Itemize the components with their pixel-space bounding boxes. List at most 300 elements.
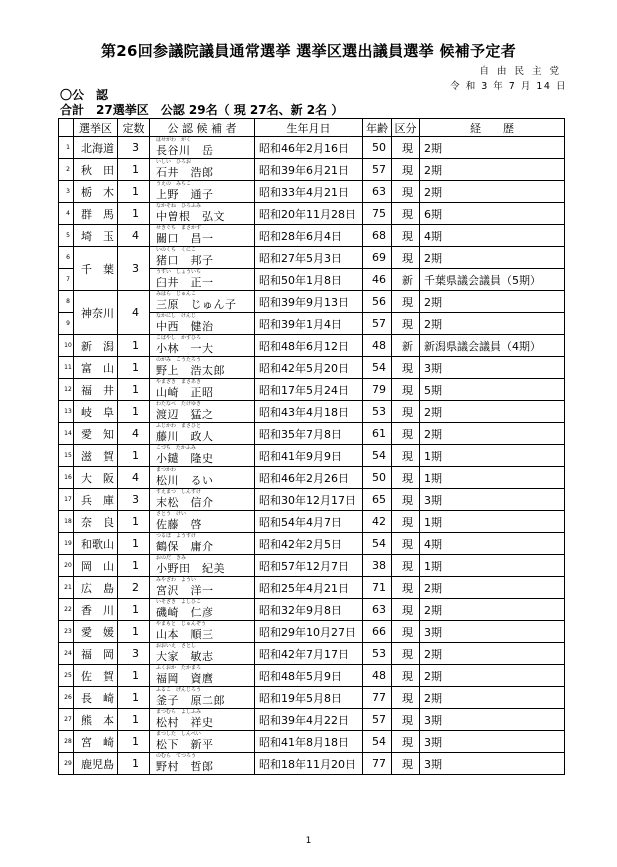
career-cell: 3期: [420, 753, 565, 775]
row-number: 27: [59, 709, 74, 731]
category-cell: 新: [392, 269, 420, 291]
candidate-furigana: いのくち くにこ: [156, 247, 197, 253]
candidate-furigana: なかそね ひろふみ: [156, 203, 202, 209]
birthdate-cell: 昭和41年9月9日: [255, 445, 363, 467]
prefecture-cell: 神奈川: [74, 291, 118, 335]
candidate-name: 小林 一大: [156, 342, 214, 355]
prefecture-cell: 愛 媛: [74, 621, 118, 643]
seats-cell: 1: [118, 203, 150, 225]
candidate-furigana: いしい ひろお: [156, 159, 192, 165]
prefecture-cell: 新 潟: [74, 335, 118, 357]
candidate-cell: [150, 687, 255, 709]
candidate-cell: [150, 511, 255, 533]
birthdate-cell: 昭和41年8月18日: [255, 731, 363, 753]
career-cell: 2期: [420, 159, 565, 181]
category-cell: 現: [392, 577, 420, 599]
table-row: [59, 753, 565, 775]
candidate-furigana: おのだ きみ: [156, 555, 187, 561]
seats-cell: 1: [118, 533, 150, 555]
candidate-furigana: うすい しょういち: [156, 269, 202, 275]
age-cell: 66: [363, 621, 392, 643]
table-row: [59, 665, 565, 687]
age-cell: 46: [363, 269, 392, 291]
birthdate-cell: 昭和29年10月27日: [255, 621, 363, 643]
candidate-furigana: はせがわ がく: [156, 137, 192, 143]
candidate-cell: [150, 709, 255, 731]
table-row: [59, 555, 565, 577]
age-cell: 54: [363, 731, 392, 753]
row-number: 10: [59, 335, 74, 357]
header-category: 区分: [392, 119, 420, 137]
age-cell: 57: [363, 313, 392, 335]
candidate-name: 猪口 邦子: [156, 254, 214, 267]
candidate-cell: [150, 181, 255, 203]
category-cell: 現: [392, 423, 420, 445]
table-row: [59, 291, 565, 313]
candidate-name: 野上 浩太郎: [156, 364, 225, 377]
category-cell: 現: [392, 621, 420, 643]
row-number: 28: [59, 731, 74, 753]
age-cell: 63: [363, 181, 392, 203]
category-cell: 新: [392, 335, 420, 357]
candidate-furigana: ふるこ げんじろう: [156, 687, 202, 693]
category-cell: 現: [392, 753, 420, 775]
row-number: 4: [59, 203, 74, 225]
age-cell: 56: [363, 291, 392, 313]
candidate-name: 中曽根 弘文: [156, 210, 225, 223]
birthdate-cell: 昭和43年4月18日: [255, 401, 363, 423]
prefecture-cell: 岐 阜: [74, 401, 118, 423]
candidate-furigana: さとう けい: [156, 511, 187, 517]
table-row: [59, 533, 565, 555]
row-number: 12: [59, 379, 74, 401]
row-number: 9: [59, 313, 74, 335]
header-seats: 定数: [118, 119, 150, 137]
candidate-cell: [150, 533, 255, 555]
category-cell: 現: [392, 401, 420, 423]
prefecture-cell: 熊 本: [74, 709, 118, 731]
header-no: [59, 119, 74, 137]
prefecture-cell: 富 山: [74, 357, 118, 379]
candidate-name: 宮沢 洋一: [156, 584, 214, 597]
row-number: 8: [59, 291, 74, 313]
seats-cell: 1: [118, 159, 150, 181]
candidate-cell: [150, 621, 255, 643]
candidate-name: 藤川 政人: [156, 430, 214, 443]
seats-cell: 1: [118, 357, 150, 379]
candidate-furigana: いそざき よしひこ: [156, 599, 202, 605]
age-cell: 63: [363, 599, 392, 621]
candidate-furigana: のがみ こうたろう: [156, 357, 202, 363]
row-number: 13: [59, 401, 74, 423]
age-cell: 54: [363, 533, 392, 555]
category-cell: 現: [392, 489, 420, 511]
seats-cell: 1: [118, 753, 150, 775]
prefecture-cell: 和歌山: [74, 533, 118, 555]
seats-cell: 1: [118, 555, 150, 577]
birthdate-cell: 昭和20年11月28日: [255, 203, 363, 225]
career-cell: 2期: [420, 577, 565, 599]
seats-cell: 1: [118, 709, 150, 731]
birthdate-cell: 昭和19年5月8日: [255, 687, 363, 709]
candidate-cell: [150, 225, 255, 247]
candidate-name: 渡辺 猛之: [156, 408, 214, 421]
age-cell: 57: [363, 159, 392, 181]
prefecture-cell: 長 崎: [74, 687, 118, 709]
seats-cell: 4: [118, 423, 150, 445]
candidate-furigana: すえまつ しんすけ: [156, 489, 202, 495]
seats-cell: 1: [118, 335, 150, 357]
prefecture-cell: 群 馬: [74, 203, 118, 225]
seats-cell: 1: [118, 181, 150, 203]
prefecture-cell: 宮 崎: [74, 731, 118, 753]
row-number: 22: [59, 599, 74, 621]
birthdate-cell: 昭和33年4月21日: [255, 181, 363, 203]
candidate-cell: [150, 203, 255, 225]
table-row: [59, 621, 565, 643]
seats-cell: 1: [118, 621, 150, 643]
row-number: 21: [59, 577, 74, 599]
table-row: [59, 577, 565, 599]
category-cell: 現: [392, 203, 420, 225]
prefecture-cell: 北海道: [74, 137, 118, 159]
birthdate-cell: 昭和42年7月17日: [255, 643, 363, 665]
birthdate-cell: 昭和39年9月13日: [255, 291, 363, 313]
seats-cell: 2: [118, 577, 150, 599]
age-cell: 48: [363, 335, 392, 357]
row-number: 18: [59, 511, 74, 533]
career-cell: 2期: [420, 401, 565, 423]
career-cell: 2期: [420, 423, 565, 445]
career-cell: 2期: [420, 665, 565, 687]
age-cell: 57: [363, 709, 392, 731]
table-row: [59, 203, 565, 225]
category-cell: 現: [392, 467, 420, 489]
table-row: [59, 423, 565, 445]
age-cell: 65: [363, 489, 392, 511]
candidate-furigana: こづち たかふみ: [156, 445, 196, 451]
prefecture-cell: 福 井: [74, 379, 118, 401]
candidate-name: 山本 順三: [156, 628, 214, 641]
age-cell: 75: [363, 203, 392, 225]
birthdate-cell: 昭和54年4月7日: [255, 511, 363, 533]
career-cell: 2期: [420, 599, 565, 621]
row-number: 16: [59, 467, 74, 489]
seats-cell: 3: [118, 247, 150, 291]
seats-cell: 1: [118, 401, 150, 423]
category-cell: 現: [392, 379, 420, 401]
candidate-cell: [150, 467, 255, 489]
table-row: [59, 225, 565, 247]
birthdate-cell: 昭和57年12月7日: [255, 555, 363, 577]
candidate-name: 鶴保 庸介: [156, 540, 214, 553]
seats-cell: 3: [118, 489, 150, 511]
category-cell: 現: [392, 357, 420, 379]
category-cell: 現: [392, 709, 420, 731]
seats-cell: 3: [118, 137, 150, 159]
candidate-furigana: まつした しんぺい: [156, 731, 201, 737]
candidate-cell: [150, 269, 255, 291]
table-row: [59, 599, 565, 621]
candidate-cell: [150, 247, 255, 269]
prefecture-cell: 栃 木: [74, 181, 118, 203]
candidate-name: 佐藤 啓: [156, 518, 202, 531]
candidate-cell: [150, 599, 255, 621]
career-cell: 2期: [420, 137, 565, 159]
birthdate-cell: 昭和42年5月20日: [255, 357, 363, 379]
prefecture-cell: 兵 庫: [74, 489, 118, 511]
prefecture-cell: 鹿児島: [74, 753, 118, 775]
candidate-name: 三原 じゅん子: [156, 298, 237, 311]
candidate-furigana: せきぐち まさかず: [156, 225, 202, 231]
career-cell: 千葉県議会議員（5期）: [420, 269, 565, 291]
age-cell: 38: [363, 555, 392, 577]
seats-cell: 1: [118, 445, 150, 467]
seats-cell: 4: [118, 467, 150, 489]
seats-cell: 1: [118, 599, 150, 621]
candidate-furigana: やまざき まさあき: [156, 379, 202, 385]
prefecture-cell: 奈 良: [74, 511, 118, 533]
age-cell: 69: [363, 247, 392, 269]
table-row: [59, 159, 565, 181]
category-cell: 現: [392, 225, 420, 247]
career-cell: 1期: [420, 445, 565, 467]
age-cell: 48: [363, 665, 392, 687]
row-number: 23: [59, 621, 74, 643]
candidate-cell: [150, 665, 255, 687]
candidate-name: 磯崎 仁彦: [156, 606, 214, 619]
header-age: 年齢: [363, 119, 392, 137]
career-cell: 4期: [420, 225, 565, 247]
table-row: [59, 401, 565, 423]
prefecture-cell: 香 川: [74, 599, 118, 621]
birthdate-cell: 昭和18年11月20日: [255, 753, 363, 775]
career-cell: 5期: [420, 379, 565, 401]
career-cell: 3期: [420, 489, 565, 511]
birthdate-cell: 昭和27年5月3日: [255, 247, 363, 269]
age-cell: 68: [363, 225, 392, 247]
career-cell: 2期: [420, 291, 565, 313]
age-cell: 61: [363, 423, 392, 445]
career-cell: 6期: [420, 203, 565, 225]
table-row: [59, 335, 565, 357]
candidate-cell: [150, 401, 255, 423]
career-cell: 4期: [420, 533, 565, 555]
candidate-name: 臼井 正一: [156, 276, 214, 289]
age-cell: 71: [363, 577, 392, 599]
seats-cell: 1: [118, 379, 150, 401]
category-cell: 現: [392, 159, 420, 181]
birthdate-cell: 昭和39年4月22日: [255, 709, 363, 731]
candidate-cell: [150, 445, 255, 467]
category-cell: 現: [392, 687, 420, 709]
age-cell: 53: [363, 401, 392, 423]
birthdate-cell: 昭和46年2月26日: [255, 467, 363, 489]
birthdate-cell: 昭和32年9月8日: [255, 599, 363, 621]
prefecture-cell: 広 島: [74, 577, 118, 599]
candidate-furigana: なかにし けんじ: [156, 313, 197, 319]
age-cell: 79: [363, 379, 392, 401]
career-cell: 2期: [420, 247, 565, 269]
row-number: 29: [59, 753, 74, 775]
candidate-name: 釜子 原二郎: [156, 694, 225, 707]
candidate-cell: [150, 335, 255, 357]
birthdate-cell: 昭和50年1月8日: [255, 269, 363, 291]
candidate-cell: [150, 291, 255, 313]
candidate-cell: [150, 489, 255, 511]
table-row: [59, 709, 565, 731]
candidate-cell: [150, 137, 255, 159]
birthdate-cell: 昭和42年2月5日: [255, 533, 363, 555]
birthdate-cell: 昭和25年4月21日: [255, 577, 363, 599]
candidate-cell: [150, 753, 255, 775]
category-cell: 現: [392, 555, 420, 577]
career-cell: 1期: [420, 555, 565, 577]
header-career: 経 歴: [420, 119, 565, 137]
candidate-furigana: まつむら よしふみ: [156, 709, 202, 715]
career-cell: 1期: [420, 467, 565, 489]
birthdate-cell: 昭和39年6月21日: [255, 159, 363, 181]
document-date: 令 和 3 年 7 月 14 日: [450, 81, 567, 92]
candidate-furigana: こばやし かずひろ: [156, 335, 202, 341]
row-number: 15: [59, 445, 74, 467]
row-number: 19: [59, 533, 74, 555]
page-title: 第26回参議院議員通常選挙 選挙区選出議員選挙 候補予定者: [100, 42, 517, 60]
total-summary: 合計 27選挙区 公認 29名（ 現 27名、新 2名 ）: [60, 103, 344, 117]
table-row: [59, 445, 565, 467]
category-cell: 現: [392, 181, 420, 203]
candidate-furigana: まつかわ: [156, 467, 177, 473]
category-cell: 現: [392, 599, 420, 621]
candidate-name: 小野田 紀美: [156, 562, 225, 575]
candidate-furigana: やまもと じゅんぞう: [156, 621, 207, 627]
candidate-furigana: みはら じゅんこ: [156, 291, 197, 297]
header-prefecture: 選挙区: [74, 119, 118, 137]
birthdate-cell: 昭和48年6月12日: [255, 335, 363, 357]
birthdate-cell: 昭和17年5月24日: [255, 379, 363, 401]
candidate-name: 小鑓 隆史: [156, 452, 214, 465]
career-cell: 2期: [420, 687, 565, 709]
category-cell: 現: [392, 445, 420, 467]
career-cell: 2期: [420, 313, 565, 335]
candidate-cell: [150, 643, 255, 665]
candidate-furigana: うえの みちこ: [156, 181, 192, 187]
prefecture-cell: 大 阪: [74, 467, 118, 489]
age-cell: 77: [363, 753, 392, 775]
candidate-name: 山崎 正昭: [156, 386, 214, 399]
seats-cell: 1: [118, 665, 150, 687]
age-cell: 54: [363, 445, 392, 467]
prefecture-cell: 愛 知: [74, 423, 118, 445]
row-number: 26: [59, 687, 74, 709]
birthdate-cell: 昭和48年5月9日: [255, 665, 363, 687]
table-header-row: [59, 119, 565, 137]
row-number: 20: [59, 555, 74, 577]
category-cell: 現: [392, 731, 420, 753]
age-cell: 50: [363, 467, 392, 489]
seats-cell: 4: [118, 291, 150, 335]
candidate-cell: [150, 555, 255, 577]
candidate-cell: [150, 577, 255, 599]
career-cell: 3期: [420, 731, 565, 753]
row-number: 11: [59, 357, 74, 379]
birthdate-cell: 昭和28年6月4日: [255, 225, 363, 247]
candidate-name: 福岡 資麿: [156, 672, 214, 685]
category-cell: 現: [392, 247, 420, 269]
birthdate-cell: 昭和30年12月17日: [255, 489, 363, 511]
candidate-name: 松村 祥史: [156, 716, 214, 729]
candidate-name: 大家 敏志: [156, 650, 214, 663]
table-row: [59, 643, 565, 665]
candidate-furigana: ふじかわ まさひと: [156, 423, 202, 429]
candidate-furigana: つるほ ようすけ: [156, 533, 197, 539]
candidate-cell: [150, 357, 255, 379]
section-heading: 〇公 認: [60, 88, 109, 102]
candidate-name: 上野 通子: [156, 188, 214, 201]
birthdate-cell: 昭和35年7月8日: [255, 423, 363, 445]
row-number: 1: [59, 137, 74, 159]
category-cell: 現: [392, 643, 420, 665]
prefecture-cell: 千 葉: [74, 247, 118, 291]
age-cell: 77: [363, 687, 392, 709]
prefecture-cell: 佐 賀: [74, 665, 118, 687]
table-row: [59, 181, 565, 203]
age-cell: 53: [363, 643, 392, 665]
table-row: [59, 511, 565, 533]
career-cell: 3期: [420, 357, 565, 379]
career-cell: 3期: [420, 709, 565, 731]
age-cell: 54: [363, 357, 392, 379]
candidate-name: 野村 哲郎: [156, 760, 214, 773]
career-cell: 1期: [420, 511, 565, 533]
party-name: 自由民主党: [479, 66, 567, 77]
age-cell: 42: [363, 511, 392, 533]
candidate-table: [58, 118, 565, 775]
age-cell: 50: [363, 137, 392, 159]
table-row: [59, 137, 565, 159]
prefecture-cell: 岡 山: [74, 555, 118, 577]
table-row: [59, 247, 565, 269]
career-cell: 3期: [420, 621, 565, 643]
prefecture-cell: 埼 玉: [74, 225, 118, 247]
table-row: [59, 357, 565, 379]
candidate-name: 中西 健治: [156, 320, 214, 333]
table-row: [59, 467, 565, 489]
category-cell: 現: [392, 533, 420, 555]
row-number: 3: [59, 181, 74, 203]
candidate-name: 長谷川 岳: [156, 144, 214, 157]
candidate-name: 關口 昌一: [156, 232, 214, 245]
seats-cell: 1: [118, 511, 150, 533]
row-number: 2: [59, 159, 74, 181]
row-number: 25: [59, 665, 74, 687]
career-cell: 新潟県議会議員（4期）: [420, 335, 565, 357]
candidate-furigana: わたなべ たけゆき: [156, 401, 202, 407]
row-number: 6: [59, 247, 74, 269]
seats-cell: 4: [118, 225, 150, 247]
candidate-cell: [150, 159, 255, 181]
header-birthdate: 生年月日: [255, 119, 363, 137]
category-cell: 現: [392, 137, 420, 159]
birthdate-cell: 昭和46年2月16日: [255, 137, 363, 159]
row-number: 17: [59, 489, 74, 511]
candidate-furigana: のむら てつろう: [156, 753, 197, 759]
prefecture-cell: 福 岡: [74, 643, 118, 665]
candidate-cell: [150, 379, 255, 401]
seats-cell: 1: [118, 731, 150, 753]
birthdate-cell: 昭和39年1月4日: [255, 313, 363, 335]
candidate-cell: [150, 313, 255, 335]
